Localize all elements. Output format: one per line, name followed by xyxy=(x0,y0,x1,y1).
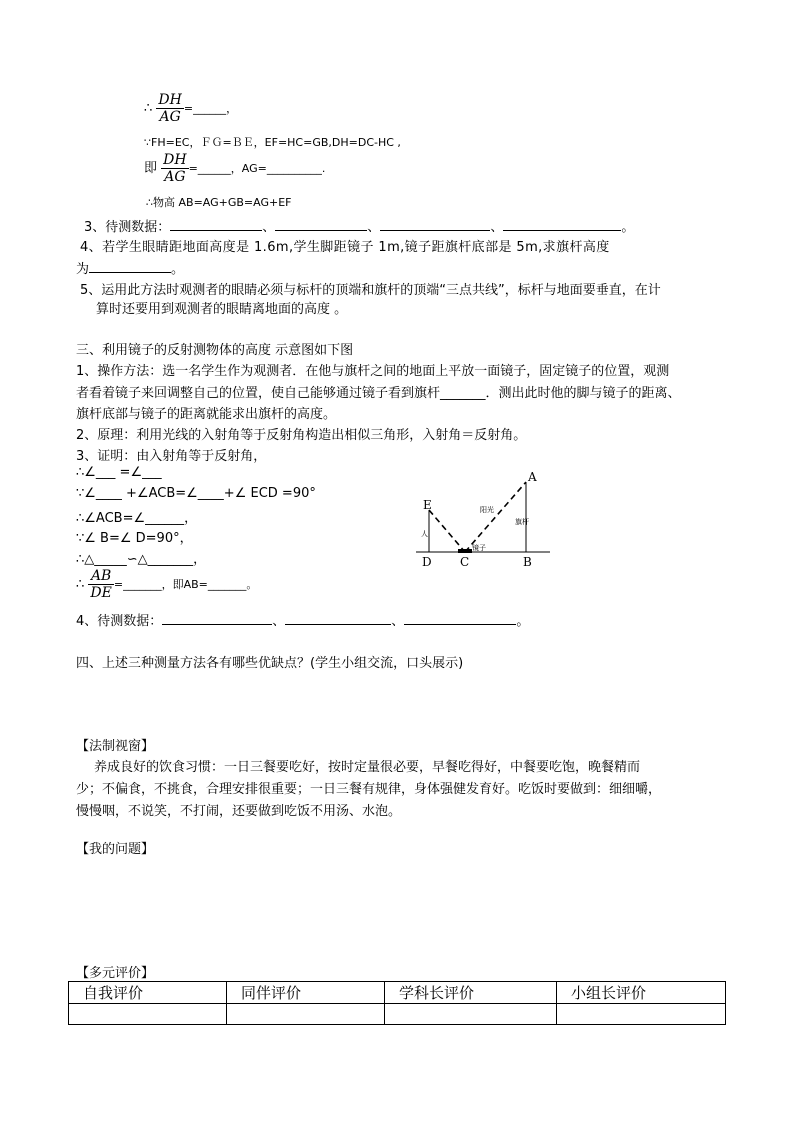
law-line2: 少；不偏食，不挑食，合理安排很重要；一日三餐有规律，身体强健发育好。吃饭时要做到：细细嚼， xyxy=(76,782,662,797)
section3-proof-title: 3、证明：由入射角等于反射角， xyxy=(76,449,267,464)
section3-op-line3: 旗杆底部与镜子的距离就能求出旗杆的高度。 xyxy=(76,407,337,422)
peer-eval-cell[interactable] xyxy=(227,1004,385,1025)
blank xyxy=(170,218,262,231)
header-peer-eval: 同伴评价 xyxy=(227,982,385,1004)
proof1-line1 xyxy=(144,92,237,125)
therefore-symbol: ∴ xyxy=(144,101,153,116)
law-title: 【法制视窗】 xyxy=(76,739,155,754)
fraction-dh-ag-2 xyxy=(161,152,188,185)
fraction-numerator: DH xyxy=(163,152,187,168)
law-line1: 养成良好的饮食习惯：一日三餐要吃好，按时定量很必要，早餐吃得好，中餐要吃饱，晚餐精而 xyxy=(94,760,641,775)
fraction-numerator: AB xyxy=(88,568,113,585)
reflected-ray-ec xyxy=(429,510,465,552)
fraction-denominator: AG xyxy=(159,109,181,125)
ji-text: 即 xyxy=(144,161,158,176)
blank xyxy=(162,612,272,625)
section3-principle: 2、原理：利用光线的入射角等于反射角构造出相似三角形，入射角＝反射角。 xyxy=(76,428,527,443)
section3-proof-p4: ∵∠ B=∠ D=90°， xyxy=(76,531,193,546)
label-flagpole: 旗杆 xyxy=(515,518,529,526)
label-person: 人 xyxy=(421,530,428,538)
item4-suffix: 。 xyxy=(171,262,185,277)
blank xyxy=(380,218,490,231)
section3-data-line xyxy=(76,610,529,629)
end-mark: 。 xyxy=(621,220,635,235)
label-a: A xyxy=(528,470,537,484)
section3-proof-p1: ∴∠___ =∠___ xyxy=(76,465,162,480)
proof1-height-line: ∴物高 AB=AG+GB=AG+EF xyxy=(146,196,292,209)
incident-ray-ca xyxy=(465,482,526,552)
group-leader-eval-cell[interactable] xyxy=(557,1004,726,1025)
label-b: B xyxy=(523,555,532,569)
self-eval-cell[interactable] xyxy=(69,1004,227,1025)
section3-proof-p3: ∴∠ACB=∠______， xyxy=(76,511,198,526)
section3-title: 三、利用镜子的反射测物体的高度 示意图如下图 xyxy=(76,343,354,358)
evaluation-title: 【多元评价】 xyxy=(76,966,155,981)
fraction-ab-de xyxy=(88,568,113,601)
my-question-title: 【我的问题】 xyxy=(76,842,155,857)
proof1-line3 xyxy=(144,152,325,185)
header-self-eval: 自我评价 xyxy=(69,982,227,1004)
section3-op-line2: 者看着镜子来回调整自己的位置，使自己能够通过镜子看到旗杆_______．测出此时他的脚与镜子的距离、 xyxy=(76,386,681,401)
proof1-because-line: ∵FH=EC，ＦＧ=ＢＥ，EF=HC=GB,DH=DC-HC , xyxy=(144,136,401,149)
label-d: D xyxy=(422,555,432,569)
blank xyxy=(275,218,367,231)
blank xyxy=(285,612,391,625)
section4-title: 四、上述三种测量方法各有哪些优缺点？(学生小组交流，口头展示) xyxy=(76,656,464,671)
label-c: C xyxy=(460,555,470,569)
item5-line1: 5、运用此方法时观测者的眼睛必须与标杆的顶端和旗杆的顶端“三点共线”，标杆与地面要垂直，在计 xyxy=(80,283,661,298)
fraction-dh-ag xyxy=(156,92,183,125)
section3-proof-p5: ∴△_____∽△_______， xyxy=(76,552,207,567)
separator: 、 xyxy=(490,220,504,235)
label-e: E xyxy=(423,498,432,512)
section3-proof-p6: ∴ $\frac{AB}{DE}$ =_______，即AB=_______。 xyxy=(76,568,258,601)
evaluation-table xyxy=(68,981,726,1025)
mirror-reflection-diagram xyxy=(410,466,560,576)
fraction-denominator: AG xyxy=(164,169,186,185)
mirror-shape xyxy=(458,549,472,553)
proof1-eq-tail-2: =______，AG=__________. xyxy=(188,162,326,175)
item4-prefix: 为 xyxy=(76,262,90,277)
item3-label: 3、待测数据： xyxy=(84,220,171,235)
item4-line1: 4、若学生眼睛距地面高度是 1.6m,学生脚距镜子 1m,镜子距旗杆底部是 5m,求旗杆高度 xyxy=(80,240,610,255)
proof1-eq-tail: =______， xyxy=(183,102,238,115)
section3-op-line1: 1、操作方法：选一名学生作为观测者．在他与旗杆之间的地面上平放一面镜子，固定镜子的位置，观测 xyxy=(76,364,670,379)
label-sunlight: 阳光 xyxy=(480,506,494,514)
table-header-row xyxy=(69,982,726,1004)
law-line3: 慢慢咽，不说笑，不打闹，还要做到吃饭不用汤、水泡。 xyxy=(76,804,402,819)
data-label: 4、待测数据： xyxy=(76,614,163,629)
separator: 、 xyxy=(272,614,286,629)
end-mark: 。 xyxy=(516,614,530,629)
label-mirror: 镜子 xyxy=(472,544,486,552)
answer-blank xyxy=(89,260,171,273)
blank xyxy=(404,612,516,625)
table-row xyxy=(69,1004,726,1025)
blank xyxy=(503,218,621,231)
item4-line2 xyxy=(76,258,184,277)
header-group-leader-eval: 小组长评价 xyxy=(557,982,726,1004)
separator: 、 xyxy=(367,220,381,235)
separator: 、 xyxy=(262,220,276,235)
separator: 、 xyxy=(391,614,405,629)
fraction-denominator: DE xyxy=(90,585,112,601)
fraction-numerator: DH xyxy=(158,92,182,108)
section3-proof-p2: ∵∠____ +∠ACB=∠____+∠ ECD =90° xyxy=(76,486,316,501)
subject-leader-eval-cell[interactable] xyxy=(385,1004,557,1025)
header-subject-leader-eval: 学科长评价 xyxy=(385,982,557,1004)
item5-line2: 算时还要用到观测者的眼睛离地面的高度 。 xyxy=(96,302,348,317)
proof-p6-tail: =_______，即AB=_______。 xyxy=(113,578,258,591)
item3-waiting-data xyxy=(84,216,634,235)
